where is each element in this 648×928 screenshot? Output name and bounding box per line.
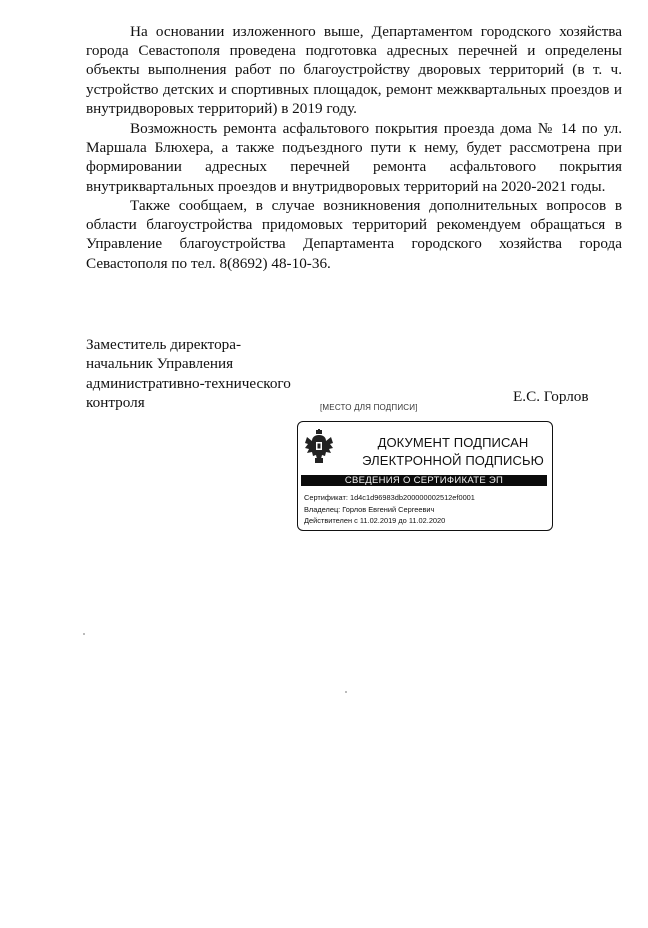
signatory-title-line: Заместитель директора-: [86, 336, 242, 353]
paragraph-asphalt-repair: Возможность ремонта асфальтового покрытия проезда дома № 14 по ул. Маршала Блюхера, а также подъездного пути к нему, будет рассмотрена при формировании адресных перечней ремонта асфальтового покрытия внутриквартальных проездов и внутридворовых территорий на 2020-2021 годы.: [86, 120, 622, 195]
stamp-title-line1: ДОКУМЕНТ ПОДПИСАН: [377, 435, 529, 450]
certificate-owner: Владелец: Горлов Евгений Сергеевич: [304, 504, 435, 514]
scan-speck: [83, 633, 85, 635]
certificate-number: Сертификат: 1d4c1d96983db200000002512ef0001: [304, 493, 475, 502]
signature-place-label: [МЕСТО ДЛЯ ПОДПИСИ]: [320, 403, 418, 412]
stamp-title-line2: ЭЛЕКТРОННОЙ ПОДПИСЬЮ: [362, 453, 544, 468]
stamp-title: [358, 434, 548, 470]
signatory-title-line: начальник Управления: [86, 355, 234, 373]
signatory-name: Е.С. Горлов: [513, 388, 589, 405]
certificate-validity: Действителен с 11.02.2019 до 11.02.2020: [304, 516, 446, 525]
paragraph-contact-info: Также сообщаем, в случае возникновения дополнительных вопросов в области благоустройства придомовых территорий рекомендуем обращаться в Управление благоустройства Департамента городского хозяйства города Севастополя по тел. 8(8692) 48-10-36.: [86, 197, 622, 272]
certificate-info-band: СВЕДЕНИЯ О СЕРТИФИКАТЕ ЭП: [301, 475, 547, 486]
scan-speck: [345, 691, 347, 693]
e-signature-stamp: [297, 421, 553, 531]
signatory-title-line: контроля: [86, 394, 145, 412]
paragraph-address-lists: На основании изложенного выше, Департаментом городского хозяйства города Севастополя проведена подготовка адресных перечней и определены объекты выполнения работ по благоустройству дворовых территорий (в т. ч. устройство детских и спортивных площадок, ремонт межквартальных проездов и внутридворовых территорий) в 2019 году.: [86, 23, 622, 117]
certificate-details: [304, 492, 475, 527]
signatory-title-line: административно-технического: [86, 374, 291, 392]
coat-of-arms-icon: [304, 429, 334, 465]
signatory-title: [86, 335, 291, 413]
